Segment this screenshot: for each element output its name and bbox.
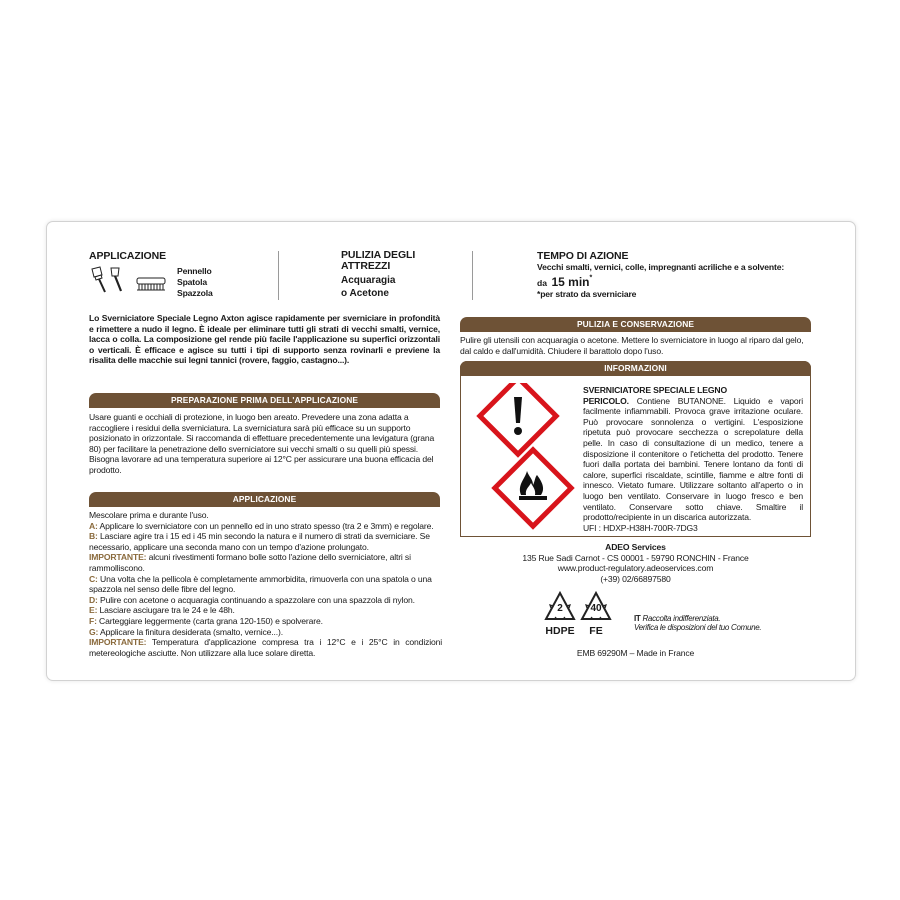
company-info — [460, 542, 811, 584]
step-text: Lasciare agire tra i 15 ed i 45 min secondo la natura e il numero di strati da sverniciare. Se necessario, applicare una seconda mano con un tempo d'azione prolungato. — [89, 531, 430, 552]
step-text: Applicare lo sverniciatore con un pennello ed in uno strato spesso (tra 2 e 3mm) e regolare. — [97, 520, 434, 531]
informazioni-bar: INFORMAZIONI — [460, 361, 811, 376]
preparazione-text: Usare guanti e occhiali di protezione, in luogo ben areato. Prevedere una zona adatta a raccogliere i residui della sverniciatura. La sverniciatura sarà più efficace su un supporto posizionato in orizzontale. Si raccomanda di effettuare precedentemente una levigatura (grana 80) per facilitare la penetrazione dello sverniciatore sui vecchi smalti o su quelli più spessi. Bisogna lavorare ad una temperatura superiore ai 12°C per assicurare una buona efficacia del prodotto. — [89, 412, 435, 475]
step-text: Una volta che la pellicola è completamente ammorbidita, rimuoverla con una spatola o una spazzola nel senso delle fibre del legno. — [89, 573, 432, 595]
tool-label-spazzola: Spazzola — [177, 288, 213, 298]
spatula-icon — [111, 268, 121, 291]
company-phone: (+39) 02/66897580 — [600, 573, 671, 584]
applicazione-intro: Mescolare prima e durante l'uso. — [89, 510, 209, 520]
recycle-code-1-number: 2 — [557, 603, 563, 614]
step-key: IMPORTANTE: — [89, 552, 147, 563]
pulizia-line2: o Acetone — [341, 288, 389, 299]
intro-text: Lo Sverniciatore Speciale Legno Axton agisce rapidamente per sverniciare in profondità e rimettere a nudo il legno. È ideale per eliminare tutti gli strati di vecchi smalti, vernice, lacca o colla. La composizione gel rende più facile l'applicazione su superfici orizzontali o verticali. È efficace e agisce su tutti i tipi di supporto senza rovinarli e previene la risalita delle macchie sui legni tannici (rovere, faggio, castagno...). — [89, 313, 440, 366]
hazard-pictograms — [469, 383, 587, 533]
step-f — [89, 616, 442, 627]
tempo-da: da — [537, 278, 548, 288]
company-address: 135 Rue Sadi Carnot - CS 00001 - 59790 RONCHIN - France — [522, 552, 749, 563]
pulizia-title-line1: PULIZIA DEGLI — [341, 249, 416, 261]
step-c — [89, 574, 442, 595]
pulizia-title-line2: ATTREZZI — [341, 260, 391, 272]
recycling-note — [634, 614, 761, 632]
step-e — [89, 605, 442, 616]
tempo-note: *per strato da sverniciare — [537, 289, 637, 299]
product-label — [46, 221, 856, 681]
tempo-header-title: TEMPO DI AZIONE — [537, 250, 629, 262]
pulizia-products — [341, 274, 395, 300]
footer-emb: EMB 69290M – Made in France — [576, 648, 695, 658]
flame-hazard-icon — [495, 450, 571, 526]
tempo-desc: Vecchi smalti, vernici, colle, impregnanti acriliche e a solvente: — [537, 262, 785, 272]
step-key: G: — [89, 626, 99, 637]
info-text: Contiene BUTANONE. Liquido e vapori facilmente infiammabili. Provoca grave irritazione oculare. Può provocare sonnolenza o vertigini. L'esposizione ripetuta può provocare secchezza o screpolature della pelle. In caso di consultazione di un medico, tenere a disposizione il contenitore o l'etichetta del prodotto. Tenere fuori dalla portata dei bambini. Tenere lontano da fonti di calore, superfici riscaldate, scintille, fiamme e altre fonti di innesco. Vietato fumare. Utilizzare soltanto all'aperto o in luogo ben ventilato. Conservare in luogo fresco e ben ventilato. Conservare sotto chiave. Smaltire il prodotto/recipiente in un discarica autorizzata. — [583, 395, 803, 523]
step-key: F: — [89, 615, 97, 626]
header-divider-2 — [472, 251, 473, 300]
step-g — [89, 627, 442, 638]
info-ufi: UFI : HDXP-H38H-700R-7DG3 — [583, 522, 698, 533]
recycling-it: IT — [634, 614, 641, 623]
step-a — [89, 521, 442, 532]
applicazione-header-title: APPLICAZIONE — [89, 250, 166, 262]
tools-icons — [89, 266, 169, 294]
applicazione-bar: APPLICAZIONE — [89, 492, 440, 507]
scrub-brush-icon — [137, 278, 165, 290]
step-key: C: — [89, 573, 98, 584]
recycle-code-2-number: 40 — [590, 603, 602, 614]
step-text: Lasciare asciugare tra le 24 e le 48h. — [97, 605, 235, 616]
tool-label-pennello: Pennello — [177, 266, 212, 276]
info-product-name: SVERNICIATORE SPECIALE LEGNO — [583, 385, 727, 395]
recycle-code-1-label: HDPE — [545, 625, 575, 637]
brush-icon — [92, 267, 105, 292]
info-hazard-text — [583, 396, 803, 523]
conservazione-text: Pulire gli utensili con acquaragia o acetone. Mettere lo sverniciatore in luogo al riparo dal gelo, dal caldo e dall'umidità. Chiudere il barattolo dopo l'uso. — [460, 335, 804, 356]
tempo-asterisk: * — [589, 274, 593, 282]
step-text: Temperatura d'applicazione compresa tra i 12°C e i 25°C in condizioni metereologiche asciutte. Non utilizzare alla luce solare diretta. — [89, 637, 442, 658]
applicazione-steps — [89, 510, 442, 658]
step-importante-1 — [89, 552, 442, 573]
step-key: IMPORTANTE: — [89, 637, 147, 648]
informazioni-content — [583, 385, 803, 533]
company-web: www.product-regulatory.adeoservices.com — [557, 563, 714, 574]
recycling-line1: Raccolta indifferenziata. — [642, 614, 721, 623]
exclamation-hazard-icon — [480, 383, 556, 454]
step-key: A: — [89, 520, 98, 531]
pulizia-line1: Acquaragia — [341, 275, 396, 286]
step-key: B: — [89, 531, 98, 542]
tool-label-spatola: Spatola — [177, 277, 207, 287]
step-key: E: — [89, 605, 98, 616]
recycle-code-2-label: FE — [589, 625, 603, 637]
pulizia-header-title — [341, 250, 415, 272]
step-text: Applicare la finitura desiderata (smalto, vernice...). — [98, 626, 283, 637]
step-d — [89, 595, 442, 606]
step-text: alcuni rivestimenti formano bolle sotto l'azione dello sverniciatore, altri si rammolliscono. — [89, 552, 411, 573]
preparazione-bar: PREPARAZIONE PRIMA DELL'APPLICAZIONE — [89, 393, 440, 408]
company-name: ADEO Services — [605, 542, 666, 552]
informazioni-box — [460, 361, 811, 537]
step-b — [89, 531, 442, 552]
tempo-time: 15 min — [551, 275, 590, 289]
step-key: D: — [89, 594, 98, 605]
header-divider-1 — [278, 251, 279, 300]
conservazione-bar: PULIZIA E CONSERVAZIONE — [460, 317, 811, 332]
step-importante-2 — [89, 637, 442, 658]
step-text: Carteggiare leggermente (carta grana 120-150) e spolverare. — [96, 615, 323, 626]
info-pericolo: PERICOLO. — [583, 395, 629, 406]
recycling-line2: Verifica le disposizioni del tuo Comune. — [634, 623, 762, 632]
step-text: Pulire con acetone o acquaragia continuando a spazzolare con una spazzola di nylon. — [97, 594, 415, 605]
